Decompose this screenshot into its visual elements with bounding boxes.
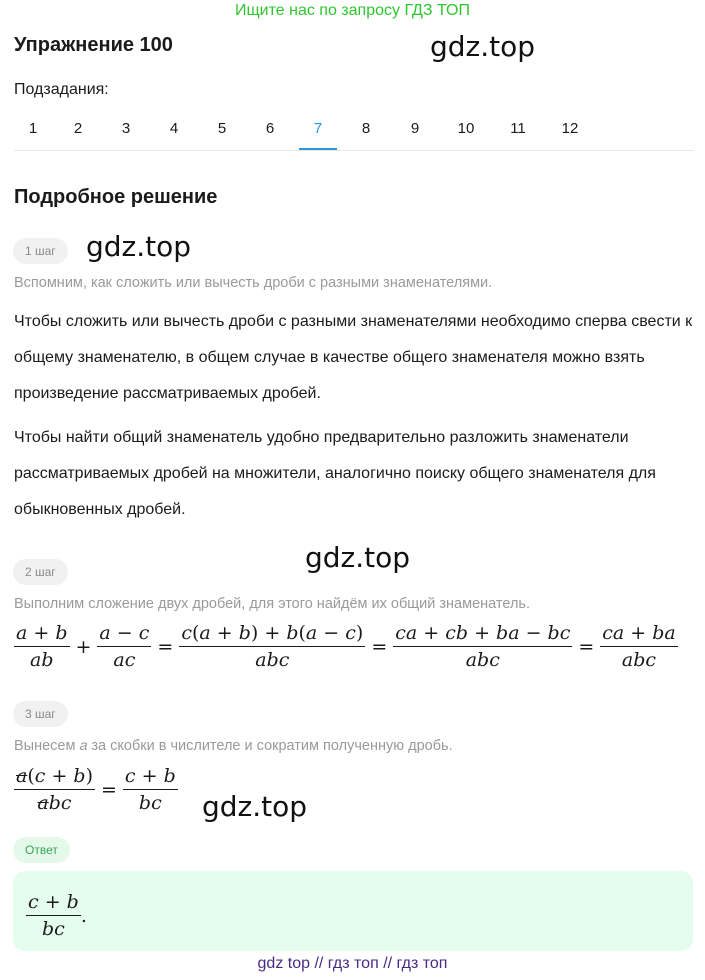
fraction: $\frac{ca + cb + ba - bc}{\text{abc}}$	[395, 622, 571, 671]
subtask-tab-8[interactable]: 8	[361, 120, 371, 137]
watermark: gdz.top	[86, 230, 192, 263]
watermark: gdz.top	[305, 541, 411, 574]
page-title: Упражнение 100	[14, 34, 173, 56]
subtask-tab-4[interactable]: 4	[169, 120, 179, 137]
fraction: $\frac{c(a + b) + b(a - c)}{\text{abc}}$	[181, 622, 364, 671]
step-hint: Вынесем 𝑎 за скобки в числителе и сократим полученную дробь.	[14, 738, 453, 754]
step-badge: 3 шаг	[13, 701, 68, 727]
answer-box	[13, 871, 693, 951]
subtask-tab-12[interactable]: 12	[561, 120, 579, 137]
step-paragraph: Чтобы сложить или вычесть дроби с разными знаменателями необходимо сперва свести к общему знаменателю, в общем случае в качестве общего знаменателя можно взять произведение рассматриваемых дробей.	[14, 313, 693, 402]
fraction: $\frac{ca + ba}{\text{abc}}$	[602, 622, 676, 671]
step-badge: 1 шаг	[13, 238, 68, 264]
answer-badge: Ответ	[13, 837, 70, 863]
fraction: $\frac{a - c}{ac}$	[99, 622, 150, 671]
fraction: $\frac{c + b}{bc}$	[124, 765, 176, 814]
footer-links[interactable]: gdz top // гдз топ // гдз топ	[257, 955, 448, 972]
subtask-tab-7[interactable]: 7	[299, 110, 337, 150]
watermark: gdz.top	[202, 790, 308, 823]
subtask-tab-3[interactable]: 3	[121, 120, 131, 137]
subtask-tab-10[interactable]: 10	[457, 120, 475, 137]
subtask-tab-6[interactable]: 6	[265, 120, 275, 137]
step-badge: 2 шаг	[13, 559, 68, 585]
fraction: $\frac{c + b}{bc}$	[28, 891, 79, 940]
section-title: Подробное решение	[14, 186, 218, 208]
fraction: $\frac{a(c + b)}{\text{abc}}$	[16, 765, 93, 814]
formula-addition: $\frac{a + b}{ab}$ + $\frac{a - c}{ac}$ = $\frac{c(a + b) + b(a - c)}{\text{abc}}$ = $\frac{ca + cb + ba - bc}{\text{abc}}$ = $\frac{ca + ba}{\text{abc}}$	[16, 622, 676, 671]
watermark: gdz.top	[430, 30, 536, 63]
subtask-tab-1[interactable]: 1	[28, 120, 38, 137]
search-banner: Ищите нас по запросу ГДЗ ТОП	[235, 2, 470, 19]
subtask-tab-11[interactable]: 11	[510, 120, 526, 137]
fraction: $\frac{a + b}{ab}$	[16, 622, 68, 671]
subtasks-label: Подзадания:	[14, 81, 109, 98]
answer-formula: $\frac{c + b}{bc}$ .	[28, 891, 87, 940]
subtask-tab-5[interactable]: 5	[217, 120, 227, 137]
subtask-tab-2[interactable]: 2	[73, 120, 83, 137]
formula-reduction: $\frac{a(c + b)}{\text{abc}}$ = $\frac{c + b}{bc}$	[16, 765, 176, 814]
step-paragraph: Чтобы найти общий знаменатель удобно предварительно разложить знаменатели рассматриваемых дробей на множители, аналогично поиску общего знаменателя для обыкновенных дробей.	[14, 429, 656, 518]
step-hint: Выполним сложение двух дробей, для этого найдём их общий знаменатель.	[14, 596, 531, 612]
subtask-tab-9[interactable]: 9	[410, 120, 420, 137]
subtask-tabs	[14, 110, 694, 151]
step-hint: Вспомним, как сложить или вычесть дроби с разными знаменателями.	[14, 275, 493, 291]
